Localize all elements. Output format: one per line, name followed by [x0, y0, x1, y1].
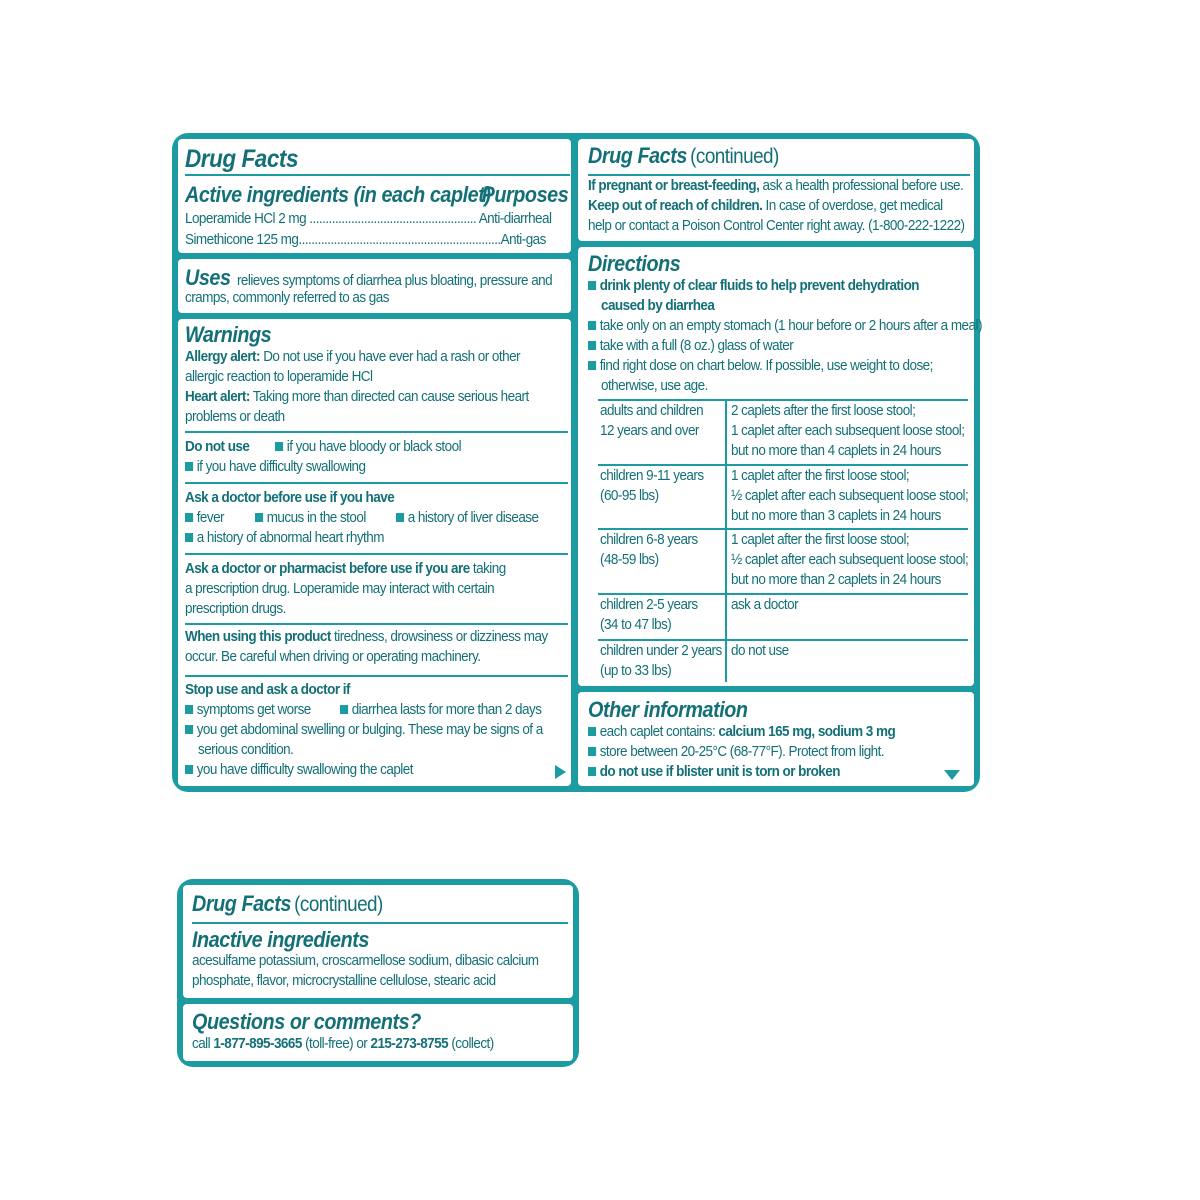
leader-dots: .................................................... — [309, 210, 477, 227]
bullet-icon — [588, 321, 596, 330]
continue-arrow-down-icon — [944, 770, 960, 780]
bullet-icon — [588, 361, 596, 370]
list-item-text: serious condition. — [198, 741, 294, 758]
bullet-icon — [340, 705, 348, 714]
divider — [185, 431, 568, 433]
heart-label: Heart alert: — [185, 388, 250, 405]
inactive-ingredients-heading: Inactive ingredients — [192, 927, 369, 952]
age-cell: adults and children — [600, 402, 704, 419]
bullet-icon — [588, 281, 596, 290]
list-item — [185, 528, 384, 548]
uses-text: relieves symptoms of diarrhea plus bloating, pressure and — [236, 272, 553, 289]
age-cell: children 6-8 years — [600, 531, 698, 548]
allergy-label: Allergy alert: — [185, 348, 260, 365]
ingredient-row — [185, 230, 546, 250]
list-item-text: take with a full (8 oz.) glass of water — [599, 337, 794, 354]
allergy-alert — [185, 347, 520, 367]
list-item-text: each caplet contains: — [599, 723, 716, 740]
list-item-text: take only on an empty stomach (1 hour before or 2 hours after a meal) — [599, 317, 982, 334]
list-item-text: drink plenty of clear fluids to help prevent dehydration — [599, 277, 920, 294]
list-item-text: you get abdominal swelling or bulging. These may be signs of a — [196, 721, 543, 738]
ingredient-purpose: Anti-diarrheal — [478, 210, 552, 227]
heart-text: problems or death — [185, 408, 285, 425]
list-item — [588, 762, 840, 782]
bullet-icon — [588, 767, 596, 776]
keep-out-warning — [588, 196, 943, 216]
bullet-icon — [588, 747, 596, 756]
call-label: call — [192, 1035, 211, 1052]
pregnant-label: If pregnant or breast-feeding, — [588, 177, 760, 194]
divider — [185, 482, 568, 484]
inactive-ingredients-text: acesulfame potassium, croscarmellose sodium, dibasic calcium — [192, 952, 539, 969]
list-item — [255, 508, 366, 528]
dose-cell: but no more than 4 caplets in 24 hours — [731, 442, 941, 459]
ingredient-row — [185, 209, 563, 229]
list-item-text: symptoms get worse — [196, 701, 311, 718]
list-item-text: store between 20-25°C (68-77°F). Protect from light. — [599, 743, 885, 760]
uses-heading: Uses — [185, 265, 231, 290]
bullet-icon — [185, 705, 193, 714]
ask-pharmacist-text: a prescription drug. Loperamide may interact with certain — [185, 580, 495, 597]
purposes-heading: Purposes — [481, 182, 568, 207]
list-item — [340, 700, 541, 720]
age-cell: (48-59 lbs) — [600, 551, 659, 568]
other-information-heading: Other information — [588, 697, 748, 722]
list-item — [588, 722, 895, 742]
bullet-icon — [275, 442, 283, 451]
ingredient-purpose: Anti-gas — [500, 231, 546, 248]
list-item-text: fever — [196, 509, 225, 526]
continued-title — [192, 892, 383, 917]
collect-label: (collect) — [451, 1035, 494, 1052]
dose-cell: do not use — [731, 642, 789, 659]
list-item — [185, 508, 224, 528]
age-cell: children under 2 years — [600, 642, 722, 659]
dose-cell: 1 caplet after the first loose stool; — [731, 467, 910, 484]
keep-out-text: In case of overdose, get medical — [765, 197, 943, 214]
list-item — [185, 457, 365, 477]
continued-label: (continued) — [294, 893, 383, 916]
warnings-heading: Warnings — [185, 322, 272, 347]
stop-use-label: Stop use and ask a doctor if — [185, 681, 350, 698]
list-item — [588, 356, 933, 376]
when-using-label: When using this product — [185, 628, 331, 645]
dose-cell: ask a doctor — [731, 596, 799, 613]
continued-label: (continued) — [690, 145, 779, 168]
active-ingredients-heading: Active ingredients (in each caplet) — [185, 182, 491, 207]
ask-pharmacist-label: Ask a doctor or pharmacist before use if you are — [185, 560, 470, 577]
ask-pharmacist-text: taking — [472, 560, 506, 577]
ingredient-name: Simethicone 125 mg — [185, 231, 299, 248]
ask-doctor-label: Ask a doctor before use if you have — [185, 489, 395, 506]
age-cell: 12 years and over — [600, 422, 699, 439]
list-item — [588, 276, 919, 296]
age-cell: (up to 33 lbs) — [600, 662, 672, 679]
when-using-text: occur. Be careful when driving or operating machinery. — [185, 648, 481, 665]
pregnant-warning — [588, 176, 963, 196]
bullet-icon — [185, 462, 193, 471]
list-item — [588, 742, 884, 762]
divider — [185, 174, 570, 176]
age-cell: children 2-5 years — [600, 596, 698, 613]
bullet-icon — [396, 513, 404, 522]
heart-text: Taking more than directed can cause serious heart — [252, 388, 529, 405]
age-cell: (34 to 47 lbs) — [600, 616, 672, 633]
list-item-text: you have difficulty swallowing the caplet — [196, 761, 413, 778]
age-cell: children 9-11 years — [600, 467, 704, 484]
pregnant-text: ask a health professional before use. — [762, 177, 964, 194]
divider — [185, 675, 568, 677]
dose-cell: ½ caplet after each subsequent loose stool; — [731, 487, 969, 504]
leader-dots: ............................................................... — [298, 231, 501, 248]
continue-arrow-right-icon — [555, 765, 566, 779]
list-item: if you have bloody or black stool — [286, 438, 462, 455]
bullet-icon — [185, 533, 193, 542]
dose-cell: ½ caplet after each subsequent loose stool; — [731, 551, 969, 568]
bullet-icon — [185, 725, 193, 734]
list-item-bold: calcium 165 mg, sodium 3 mg — [718, 723, 896, 740]
list-item-text: a history of liver disease — [407, 509, 539, 526]
dose-cell: but no more than 3 caplets in 24 hours — [731, 507, 941, 524]
list-item-text: otherwise, use age. — [601, 377, 708, 394]
bullet-icon — [185, 513, 193, 522]
allergy-text: Do not use if you have ever had a rash or other — [263, 348, 520, 365]
ask-pharmacist-text: prescription drugs. — [185, 600, 286, 617]
toll-free-phone[interactable]: 1-877-895-3665 — [213, 1035, 302, 1052]
contact-line — [192, 1034, 494, 1054]
list-item-text: caused by diarrhea — [601, 297, 715, 314]
drug-facts-title: Drug Facts — [588, 143, 687, 168]
bullet-icon — [588, 341, 596, 350]
when-using-text: tiredness, drowsiness or dizziness may — [334, 628, 548, 645]
list-item-text: do not use if blister unit is torn or broken — [599, 763, 840, 780]
directions-heading: Directions — [588, 251, 681, 276]
bullet-icon — [588, 727, 596, 736]
uses-text: cramps, commonly referred to as gas — [185, 289, 389, 306]
ingredient-name: Loperamide HCl 2 mg — [185, 210, 307, 227]
dose-cell: 1 caplet after each subsequent loose stool; — [731, 422, 965, 439]
list-item — [588, 316, 982, 336]
bullet-icon — [255, 513, 263, 522]
list-item-text: mucus in the stool — [266, 509, 366, 526]
dose-cell: 1 caplet after the first loose stool; — [731, 531, 910, 548]
when-using — [185, 627, 548, 647]
divider — [185, 553, 568, 555]
list-item — [396, 508, 538, 528]
bullet-icon — [185, 765, 193, 774]
list-item — [185, 700, 311, 720]
questions-heading: Questions or comments? — [192, 1009, 421, 1034]
drug-facts-title: Drug Facts — [185, 145, 299, 173]
list-item-text: a history of abnormal heart rhythm — [196, 529, 384, 546]
collect-phone[interactable]: 215-273-8755 — [370, 1035, 449, 1052]
do-not-use-label: Do not use — [185, 438, 250, 455]
do-not-use — [185, 437, 461, 457]
list-item-text: if you have difficulty swallowing — [196, 458, 366, 475]
inactive-ingredients-text: phosphate, flavor, microcrystalline cellulose, stearic acid — [192, 972, 496, 989]
table-column-divider — [725, 400, 727, 682]
age-cell: (60-95 lbs) — [600, 487, 659, 504]
keep-out-text: help or contact a Poison Control Center right away. (1-800-222-1222) — [588, 217, 965, 234]
divider — [185, 623, 568, 625]
dose-cell: but no more than 2 caplets in 24 hours — [731, 571, 941, 588]
list-item — [588, 336, 793, 356]
ask-pharmacist — [185, 559, 506, 579]
heart-alert — [185, 387, 529, 407]
list-item — [185, 760, 413, 780]
allergy-text: allergic reaction to loperamide HCl — [185, 368, 373, 385]
toll-free-label: (toll-free) or — [305, 1035, 368, 1052]
list-item-text: diarrhea lasts for more than 2 days — [351, 701, 542, 718]
list-item — [185, 720, 543, 740]
keep-out-label: Keep out of reach of children. — [588, 197, 763, 214]
dose-cell: 2 caplets after the first loose stool; — [731, 402, 916, 419]
divider — [192, 922, 568, 924]
continued-title — [588, 144, 779, 169]
list-item-text: find right dose on chart below. If possible, use weight to dose; — [599, 357, 933, 374]
drug-facts-title: Drug Facts — [192, 891, 291, 916]
